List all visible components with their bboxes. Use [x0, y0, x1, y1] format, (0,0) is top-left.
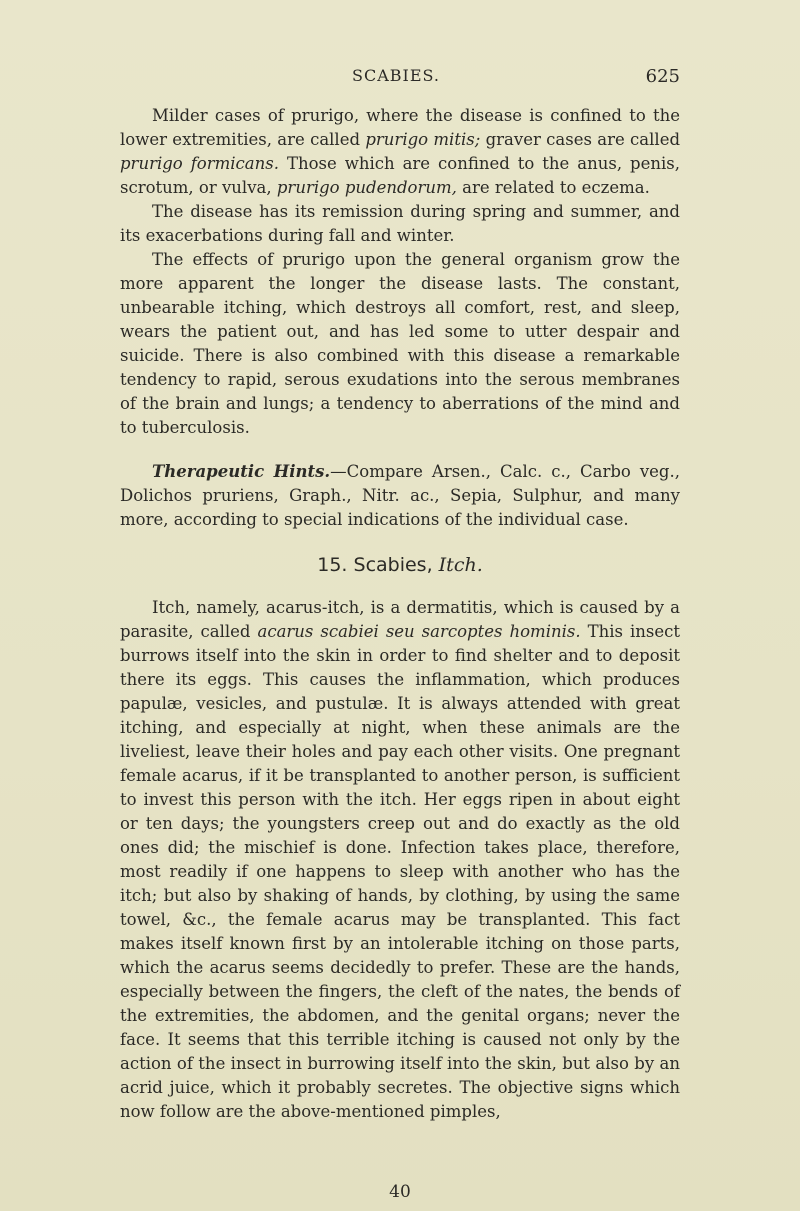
page-number: 625: [645, 66, 680, 87]
italic-term: prurigo formicans.: [120, 154, 279, 173]
therapeutic-hints-label: Therapeutic Hints.: [152, 462, 331, 481]
section-number: 15. Scabies,: [317, 554, 433, 576]
text-run: Milder cases of prurigo, where the disease is confined to the lower extremities, are called: [120, 106, 680, 149]
section-subtitle: Itch.: [438, 554, 483, 576]
text-run: graver cases are called: [480, 130, 681, 149]
paragraph-remission: The disease has its remission during spring and summer, and its exacerbations during fall and winter.: [120, 202, 680, 245]
text-run: Those which are confined to the anus, penis, scrotum, or vulva,: [120, 154, 680, 197]
paragraph-prurigo-forms: [120, 104, 680, 200]
text-run: Itch, namely, acarus-itch, is a dermatitis, which is caused by a parasite, called: [120, 598, 680, 641]
section-heading: [120, 552, 680, 578]
signature-mark: 40: [389, 1182, 411, 1202]
text-run: —Compare Arsen., Calc. c., Carbo veg., Dolichos pruriens, Graph., Nitr. ac., Sepia, Sulphur, and many more, according to special indications of the individual case.: [120, 462, 680, 529]
running-head: [0, 66, 800, 96]
italic-term: prurigo pudendorum,: [276, 178, 457, 197]
paragraph-itch: [120, 596, 680, 1124]
text-run: are related to eczema.: [456, 178, 650, 197]
running-title: SCABIES.: [352, 66, 440, 85]
text-run: This insect burrows itself into the skin in order to find shelter and to deposit there its eggs. This causes the inflammation, which produces papulæ, vesicles, and pustulæ. It is always attended with great itching, and especially at night, when these animals are the liveliest, leave their holes and pay each other visits. One pregnant female acarus, if it be transplanted to another person, is sufficient to invest this person with the itch. Her eggs ripen in about eight or ten days; the youngsters creep out and do exactly as the old ones did; the mischief is done. Infection takes place, therefore, most readily if one happens to sleep with another who has the itch; but also by shaking of hands, by clothing, by using the same towel, &c., the female acarus may be transplanted. This fact makes itself known first by an intolerable itching on those parts, which the acarus seems decidedly to prefer. These are the hands, especially between the fingers, the cleft of the nates, the bends of the extremities, the abdomen, and the genital organs; never the face. It seems that this terrible itching is caused not only by the action of the insect in burrowing itself into the skin, but also by an acrid juice, which it probably secretes. The objective signs which now follow are the above-mentioned pimples,: [120, 622, 680, 1121]
italic-term: acarus scabiei seu sarcoptes hominis.: [257, 622, 581, 641]
italic-term: prurigo mitis;: [365, 130, 481, 149]
body-text: [120, 104, 680, 1124]
paragraph-therapeutic-hints: [120, 460, 680, 532]
paragraph-effects: The effects of prurigo upon the general organism grow the more apparent the longer the disease lasts. The constant, unbearable itching, which destroys all comfort, rest, and sleep, wears the patient out, and has led some to utter despair and suicide. There is also combined with this disease a remarkable tendency to rapid, serous exudations into the serous membranes of the brain and lungs; a tendency to aberrations of the mind and to tuberculosis.: [120, 250, 680, 437]
